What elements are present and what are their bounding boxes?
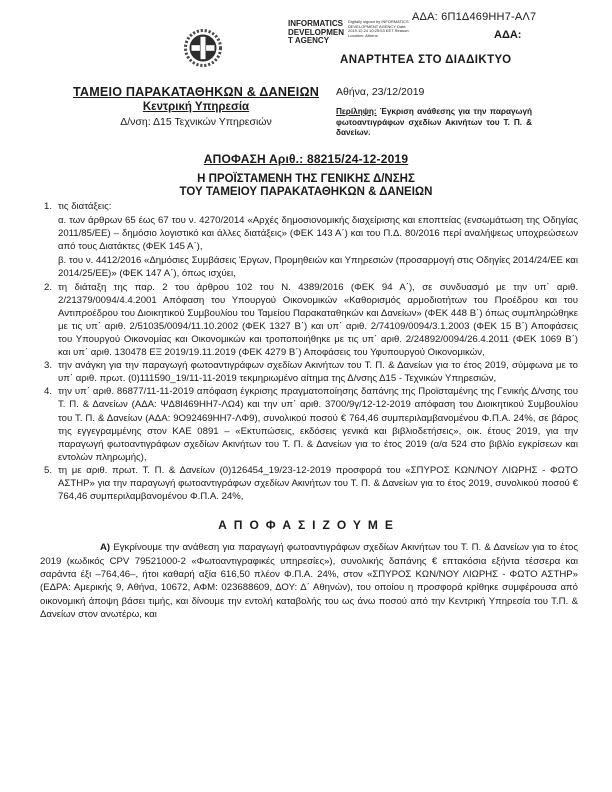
paragraph-a-text: Εγκρίνουμε την ανάθεση για παραγωγή φωτοαντιγράφων σχεδίων Ακινήτων του Τ. Π. & Δανείων για το έτος 2019 (κωδικός CPV 79521000-2 «Φωτοαντιγραφικές υπηρεσίες»), συνολικής δαπάνης € επτακόσια εξήντα τέσσερα και σαράντα έξι –764,46–, ήτοι καθαρή αξία 616,50 πλέον Φ.Π.Α. 24%, στον «ΣΠΥΡΟΣ ΚΩΝ/ΝΟΥ ΛΙΩΡΗΣ - ΦΩΤΟ ΑΣΤΗΡ» (ΕΔΡΑ: Αμερικής 9, Αθήνα, 10672, ΑΦΜ: 023688609, ΔΟΥ: Δ΄ Αθηνών), του οποίου η προσφορά κρίθηκε συμφέρουσα από οικονομική άποψη βάσει τιμής, και δίνουμε την εντολή καταβολής του ως άνω ποσού από την Κεντρική Υπηρεσία του Τ.Π. & Δανείων στον ανωτέρω, και bbox=[40, 542, 578, 621]
item-text: τις διατάξεις: bbox=[58, 201, 112, 212]
anartitea-heading: ΑΝΑΡΤΗΤΕΑ ΣΤΟ ΔΙΑΔΙΚΤΥΟ bbox=[340, 54, 512, 66]
ada-code: ΑΔΑ: 6Π1Δ469ΗΗ7-ΑΛ7 bbox=[412, 11, 537, 23]
summary-text: Έγκριση ανάθεσης για την παραγωγή φωτοαντιγράφων σχεδίων Ακινήτων του Τ. Π. & δανείων. bbox=[336, 107, 532, 138]
consideration-item-4 bbox=[40, 385, 578, 464]
document-body bbox=[40, 200, 578, 631]
item-number: 5. bbox=[44, 464, 53, 476]
consideration-item-5 bbox=[40, 464, 578, 503]
consideration-item-2 bbox=[40, 281, 578, 360]
subitem-label: β. bbox=[58, 255, 67, 267]
greek-national-emblem-icon bbox=[183, 28, 223, 68]
meta-block bbox=[336, 86, 542, 139]
item-number: 4. bbox=[44, 386, 53, 398]
stamp-signature-text: Digitally signed by INFORMATICS DEVELOPMENT AGENCY Date: 2019.12.24 10:25:53 EET Reason: Location: Athens bbox=[348, 19, 410, 38]
ada-label: ΑΔΑ: bbox=[494, 29, 522, 41]
consideration-subitem-b bbox=[58, 254, 578, 280]
organisation-subtitle: Κεντρική Υπηρεσία bbox=[142, 101, 250, 113]
item-text: τη με αριθ. πρωτ. Τ. Π. & Δανείων (0)126454_19/23-12-2019 προσφορά του «ΣΠΥΡΟΣ ΚΩΝ/ΝΟΥ ΛΙΩΡΗΣ - ΦΩΤΟ ΑΣΤΗΡ» για την παραγωγή φωτοαντιγράφων σχεδίων Ακινήτων του Τ. Π. & Δανείων για το έτος 2019, συνολικού ποσού € 764,46 συμπεριλαμβανομένου Φ.Π.Α. 24%, bbox=[58, 464, 578, 503]
place-date: Αθήνα, 23/12/2019 bbox=[336, 86, 425, 98]
summary-label: Περίληψη: bbox=[336, 107, 377, 116]
stamp-agency-name: INFORMATICS DEVELOPMENT AGENCY bbox=[288, 19, 345, 46]
organisation-title: ΤΑΜΕΙΟ ΠΑΡΑΚΑΤΑΘΗΚΩΝ & ΔΑΝΕΙΩΝ bbox=[72, 85, 320, 99]
consideration-subitem-a bbox=[58, 214, 578, 253]
operative-paragraph-a bbox=[40, 541, 578, 621]
item-text: την ανάγκη για την παραγωγή φωτοαντιγράφων σχεδίων Ακινήτων του Τ. Π. & Δανείων για το έτος 2019, σύμφωνα με το υπ΄ αριθ. πρωτ. (0)111590_19/11-11-2019 τεκμηριωμένο αίτημα της Δ/νσης Δ15 - Τεχνικών Υπηρεσιών, bbox=[58, 360, 578, 385]
organisation-block bbox=[58, 85, 334, 128]
subitem-text: των άρθρων 65 έως 67 του ν. 4270/2014 «Αρχές δημοσιονομικής διαχείρισης και εποπτείας (ενσωμάτωση της Οδηγίας 2011/85/ΕΕ) – δημόσιο λογιστικό και άλλες διατάξεις» (ΦΕΚ 143 Α΄) και του Π.Δ. 80/2016 περί αναλήψεως υποχρεώσεων από τους Διατάκτες (ΦΕΚ 145 Α΄), bbox=[58, 215, 578, 253]
item-text: την υπ΄ αριθ. 86877/11-11-2019 απόφαση έγκρισης πραγματοποίησης δαπάνης της Προϊσταμένης της Γενικής Δ/νσης του Τ. Π. & Δανείων (ΑΔΑ: ΨΔ8Ι469ΗΗ7-ΛΩ4) και την υπ΄ αριθ. 3700/9γ/12-12-2019 απόφαση του Διοικητικού Συμβουλίου του Τ. Π. & Δανείων (ΑΔΑ: 9Ο92469ΗΗ7-ΛΦ9), συνολικού ποσού € 764,46 συμπεριλαμβανομένου Φ.Π.Α. 24%, σε βάρος της εγγεγραμμένης στον ΚΑΕ 0891 – «Εκτυπώσεις, εκδόσεις γενικά και βιβλιοδετήσεις», οικ. έτους 2019, για την παραγωγή φωτοαντιγράφων σχεδίων Ακινήτων του Τ. Π. & Δανείων για το έτος 2019 (α/α 524 στο βιβλίο εγκρίσεων και εντολών πληρωμής), bbox=[58, 386, 578, 463]
subitem-label: α. bbox=[58, 215, 67, 227]
consideration-item-1 bbox=[40, 200, 578, 281]
item-number: 3. bbox=[44, 360, 53, 372]
operative-heading: ΑΠΟΦΑΣΙΖΟΥΜΕ bbox=[218, 518, 400, 533]
decision-issuer-line1: Η ΠΡΟΪΣΤΑΜΕΝΗ ΤΗΣ ΓΕΝΙΚΗΣ Δ/ΝΣΗΣ bbox=[197, 173, 415, 185]
item-number: 1. bbox=[44, 201, 53, 212]
decision-number: ΑΠΟΦΑΣΗ Αριθ.: 88215/24-12-2019 bbox=[203, 152, 409, 166]
consideration-item-3 bbox=[40, 359, 578, 385]
item-number: 2. bbox=[44, 281, 53, 293]
paragraph-a-label: Α) bbox=[100, 542, 111, 554]
item-text: τη διάταξη της παρ. 2 του άρθρου 102 του Ν. 4389/2016 (ΦΕΚ 94 Α΄), σε συνδυασμό με την υπ΄ αριθ. 2/21379/0094/4.4.2001 Απόφαση του Υπουργού Οικονομικών «Καθορισμός αρμοδιοτήτων του Προέδρου και του Αντιπροέδρου του Διοικητικού Συμβουλίου του Ταμείου Παρακαταθηκών και Δανείων» (ΦΕΚ 448 Β΄) όπως συμπληρώθηκε με τις υπ΄ αριθ. 2/51035/0094/11.10.2002 (ΦΕΚ 1327 Β΄) και υπ΄ αριθ. 2/74109/0094/3.1.2003 (ΦΕΚ 15 Β΄) Αποφάσεις του Υπουργού Οικονομίας και Οικονομικών και τροποποιήθηκε με τις υπ΄ αριθ. 2/24892/0094/26.4.2011 (ΦΕΚ 1069 Β΄) και υπ΄ αριθ. 130478 ΕΞ 2019/19.11.2019 (ΦΕΚ 4279 Β΄) Αποφάσεις του Υφυπουργού Οικονομικών, bbox=[58, 281, 578, 359]
digital-signature-stamp bbox=[288, 20, 414, 46]
decision-issuer-line2: ΤΟΥ ΤΑΜΕΙΟΥ ΠΑΡΑΚΑΤΑΘΗΚΩΝ & ΔΑΝΕΙΩΝ bbox=[179, 186, 433, 198]
organisation-directorate: Δ/νση: Δ15 Τεχνικών Υπηρεσιών bbox=[120, 116, 272, 128]
summary bbox=[336, 107, 532, 139]
subitem-text: του ν. 4412/2016 «Δημόσιες Συμβάσεις Έργων, Προμηθειών και Υπηρεσιών (προσαρμογή στις Οδηγίες 2014/24/ΕΕ και 2014/25/ΕΕ)» (ΦΕΚ 147 Α΄), όπως ισχύει, bbox=[58, 255, 578, 280]
decision-heading-block bbox=[0, 152, 612, 198]
